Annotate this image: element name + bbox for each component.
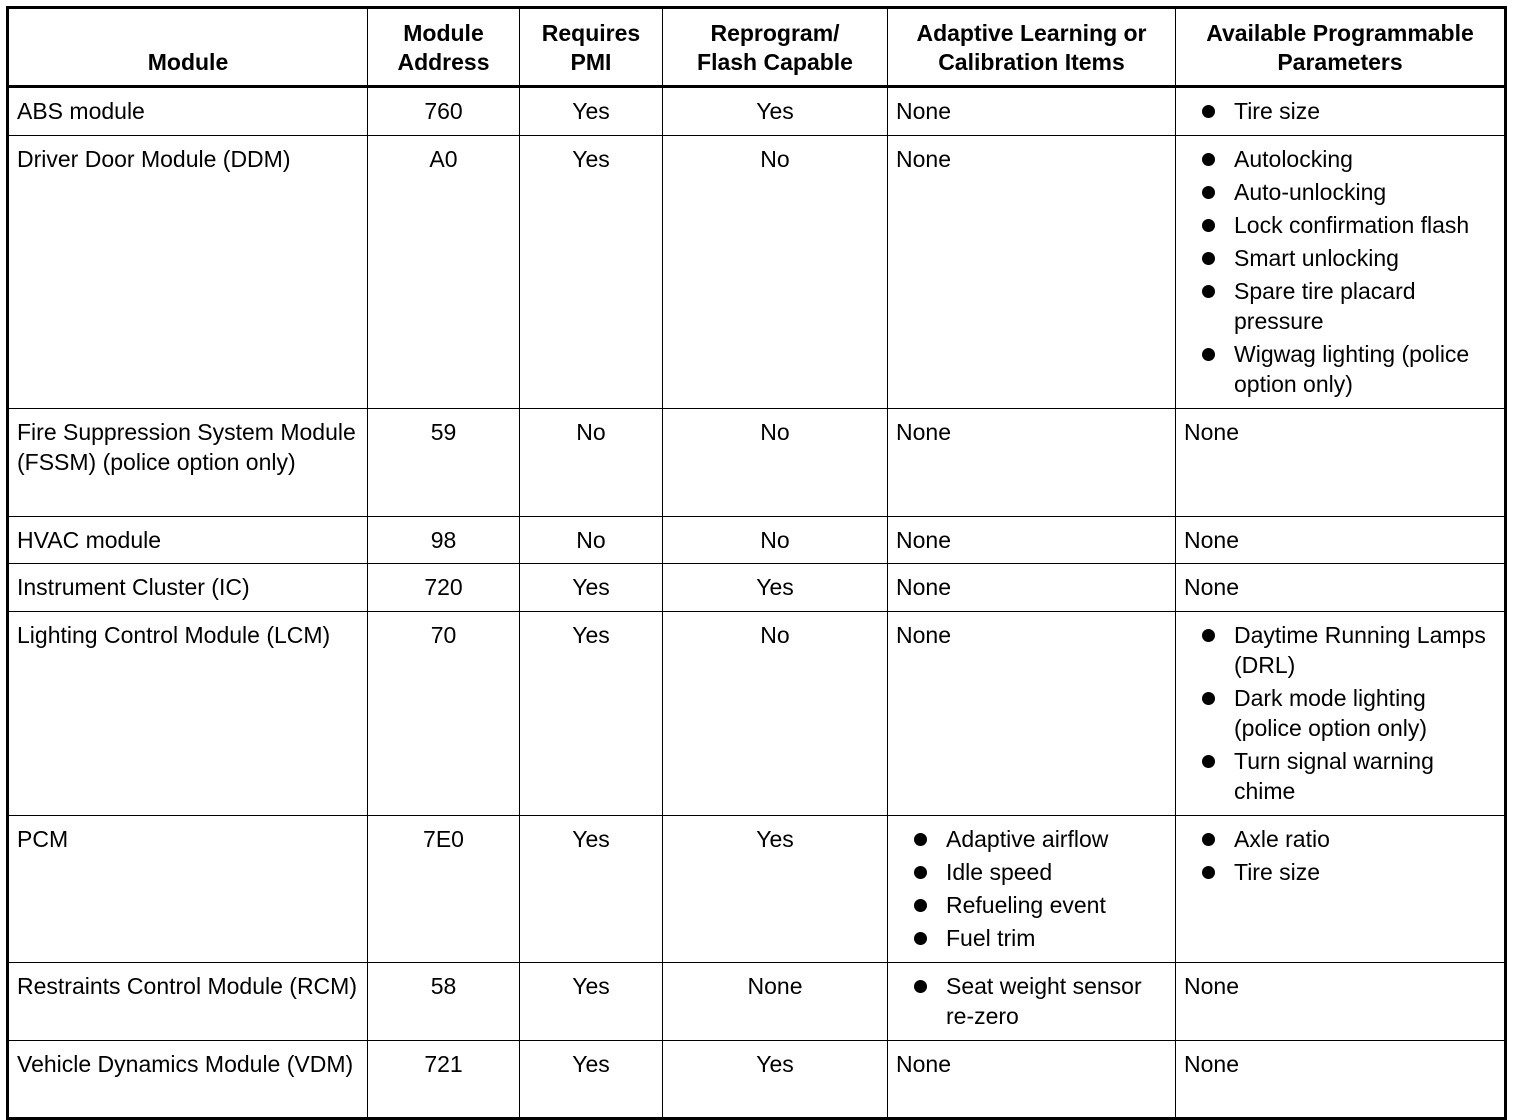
cell-adaptive — [888, 816, 1176, 963]
cell-requires-pmi: Yes — [520, 87, 663, 136]
header-reprogram-line-2: Flash Capable — [697, 49, 853, 75]
list-item — [1184, 620, 1496, 680]
table-body — [8, 87, 1506, 1119]
cell-adaptive-text: None — [896, 419, 951, 445]
bullet-icon — [914, 932, 927, 945]
list-item-text: Wigwag lighting (police option only) — [1234, 341, 1470, 397]
module-table — [6, 6, 1507, 1120]
cell-requires-pmi: Yes — [520, 963, 663, 1041]
cell-parameters-bullet-list — [1184, 96, 1496, 126]
cell-reprogram: No — [663, 612, 888, 816]
cell-module: Instrument Cluster (IC) — [8, 564, 368, 612]
cell-adaptive-text: None — [896, 574, 951, 600]
cell-adaptive-text: None — [896, 146, 951, 172]
header-parameters — [1176, 8, 1506, 87]
cell-parameters — [1176, 517, 1506, 564]
cell-parameters — [1176, 409, 1506, 517]
bullet-icon — [1202, 285, 1215, 298]
cell-adaptive-text: None — [896, 622, 951, 648]
header-row — [8, 8, 1506, 87]
cell-reprogram: Yes — [663, 816, 888, 963]
bullet-icon — [1202, 252, 1215, 265]
header-parameters-line-1: Available Programmable — [1206, 20, 1474, 46]
cell-requires-pmi: No — [520, 409, 663, 517]
cell-adaptive — [888, 87, 1176, 136]
list-item-text: Turn signal warning chime — [1234, 748, 1434, 804]
cell-reprogram: Yes — [663, 87, 888, 136]
table-row — [8, 564, 1506, 612]
cell-module: PCM — [8, 816, 368, 963]
bullet-icon — [1202, 833, 1215, 846]
list-item — [896, 971, 1167, 1031]
list-item-text: Idle speed — [946, 859, 1053, 885]
header-adaptive-line-1: Adaptive Learning or — [916, 20, 1147, 46]
bullet-icon — [1202, 186, 1215, 199]
header-module-address — [368, 8, 520, 87]
list-item-text: Tire size — [1234, 98, 1321, 124]
header-reprogram — [663, 8, 888, 87]
table-row — [8, 1041, 1506, 1119]
header-module-address-line-1: Module — [403, 20, 484, 46]
list-item — [1184, 683, 1496, 743]
cell-parameters-bullet-list — [1184, 824, 1496, 887]
header-module-address-line-2: Address — [397, 49, 490, 75]
list-item — [1184, 824, 1496, 854]
cell-module-address: 721 — [368, 1041, 520, 1119]
cell-parameters — [1176, 816, 1506, 963]
cell-adaptive — [888, 612, 1176, 816]
bullet-icon — [1202, 755, 1215, 768]
table-row — [8, 816, 1506, 963]
cell-adaptive-bullet-list — [896, 824, 1167, 953]
list-item-text: Adaptive airflow — [946, 826, 1109, 852]
cell-parameters-text: None — [1184, 973, 1239, 999]
list-item-text: Tire size — [1234, 859, 1321, 885]
cell-adaptive — [888, 963, 1176, 1041]
list-item-text: Lock confirmation flash — [1234, 212, 1470, 238]
cell-adaptive-bullet-list — [896, 971, 1167, 1031]
cell-adaptive — [888, 1041, 1176, 1119]
cell-requires-pmi: Yes — [520, 564, 663, 612]
list-item — [1184, 144, 1496, 174]
cell-requires-pmi: Yes — [520, 1041, 663, 1119]
cell-reprogram: Yes — [663, 1041, 888, 1119]
cell-module: ABS module — [8, 87, 368, 136]
list-item-text: Auto-unlocking — [1234, 179, 1387, 205]
header-module-line-1: Module — [147, 49, 229, 75]
list-item-text: Axle ratio — [1234, 826, 1330, 852]
cell-requires-pmi: No — [520, 517, 663, 564]
bullet-icon — [1202, 348, 1215, 361]
list-item — [1184, 339, 1496, 399]
cell-reprogram: No — [663, 136, 888, 409]
cell-parameters-text: None — [1184, 574, 1239, 600]
list-item — [896, 923, 1167, 953]
list-item-text: Refueling event — [946, 892, 1106, 918]
header-reprogram-line-1: Reprogram/ — [710, 20, 840, 46]
cell-module-address: 59 — [368, 409, 520, 517]
bullet-icon — [914, 866, 927, 879]
header-module — [8, 8, 368, 87]
cell-parameters-bullet-list — [1184, 144, 1496, 399]
list-item-text: Spare tire placard pressure — [1234, 278, 1416, 334]
list-item-text: Daytime Running Lamps (DRL) — [1234, 622, 1486, 678]
list-item — [1184, 177, 1496, 207]
bullet-icon — [1202, 153, 1215, 166]
list-item-text: Smart unlocking — [1234, 245, 1399, 271]
header-requires-pmi-line-2: PMI — [570, 49, 612, 75]
table-row — [8, 136, 1506, 409]
bullet-icon — [1202, 219, 1215, 232]
list-item — [1184, 746, 1496, 806]
cell-module-address: 7E0 — [368, 816, 520, 963]
cell-parameters — [1176, 963, 1506, 1041]
cell-module-address: 760 — [368, 87, 520, 136]
cell-module: Lighting Control Module (LCM) — [8, 612, 368, 816]
table-row — [8, 963, 1506, 1041]
cell-adaptive-text: None — [896, 527, 951, 553]
cell-adaptive — [888, 517, 1176, 564]
bullet-icon — [914, 980, 927, 993]
list-item — [896, 857, 1167, 887]
cell-module: Fire Suppression System Module (FSSM) (police option only) — [8, 409, 368, 517]
list-item — [1184, 857, 1496, 887]
cell-parameters-bullet-list — [1184, 620, 1496, 806]
cell-module-address: 58 — [368, 963, 520, 1041]
bullet-icon — [1202, 692, 1215, 705]
header-adaptive-line-2: Calibration Items — [938, 49, 1125, 75]
bullet-icon — [1202, 866, 1215, 879]
cell-module-address: 720 — [368, 564, 520, 612]
list-item — [1184, 243, 1496, 273]
list-item — [896, 824, 1167, 854]
list-item — [1184, 210, 1496, 240]
list-item-text: Dark mode lighting (police option only) — [1234, 685, 1428, 741]
cell-reprogram: Yes — [663, 564, 888, 612]
cell-adaptive — [888, 409, 1176, 517]
cell-adaptive — [888, 564, 1176, 612]
cell-module: Driver Door Module (DDM) — [8, 136, 368, 409]
bullet-icon — [1202, 629, 1215, 642]
cell-parameters-text: None — [1184, 419, 1239, 445]
list-item — [1184, 96, 1496, 126]
table-row — [8, 517, 1506, 564]
list-item-text: Fuel trim — [946, 925, 1036, 951]
cell-module-address: 70 — [368, 612, 520, 816]
cell-parameters — [1176, 1041, 1506, 1119]
table-row — [8, 87, 1506, 136]
cell-requires-pmi: Yes — [520, 612, 663, 816]
list-item — [1184, 276, 1496, 336]
cell-parameters-text: None — [1184, 527, 1239, 553]
bullet-icon — [1202, 105, 1215, 118]
cell-reprogram: None — [663, 963, 888, 1041]
cell-module: Restraints Control Module (RCM) — [8, 963, 368, 1041]
table-row — [8, 612, 1506, 816]
cell-requires-pmi: Yes — [520, 136, 663, 409]
bullet-icon — [914, 899, 927, 912]
cell-module: Vehicle Dynamics Module (VDM) — [8, 1041, 368, 1119]
table-row — [8, 409, 1506, 517]
header-adaptive — [888, 8, 1176, 87]
list-item-text: Seat weight sensor re-zero — [946, 973, 1142, 1029]
cell-requires-pmi: Yes — [520, 816, 663, 963]
header-requires-pmi — [520, 8, 663, 87]
cell-parameters-text: None — [1184, 1051, 1239, 1077]
cell-module-address: A0 — [368, 136, 520, 409]
list-item — [896, 890, 1167, 920]
cell-parameters — [1176, 564, 1506, 612]
list-item-text: Autolocking — [1234, 146, 1353, 172]
cell-adaptive-text: None — [896, 98, 951, 124]
cell-module-address: 98 — [368, 517, 520, 564]
module-table-container — [6, 6, 1507, 1114]
cell-reprogram: No — [663, 409, 888, 517]
cell-parameters — [1176, 87, 1506, 136]
cell-parameters — [1176, 612, 1506, 816]
cell-module: HVAC module — [8, 517, 368, 564]
cell-adaptive — [888, 136, 1176, 409]
cell-reprogram: No — [663, 517, 888, 564]
header-requires-pmi-line-1: Requires — [541, 20, 641, 46]
cell-adaptive-text: None — [896, 1051, 951, 1077]
cell-parameters — [1176, 136, 1506, 409]
bullet-icon — [914, 833, 927, 846]
header-parameters-line-2: Parameters — [1277, 49, 1403, 75]
